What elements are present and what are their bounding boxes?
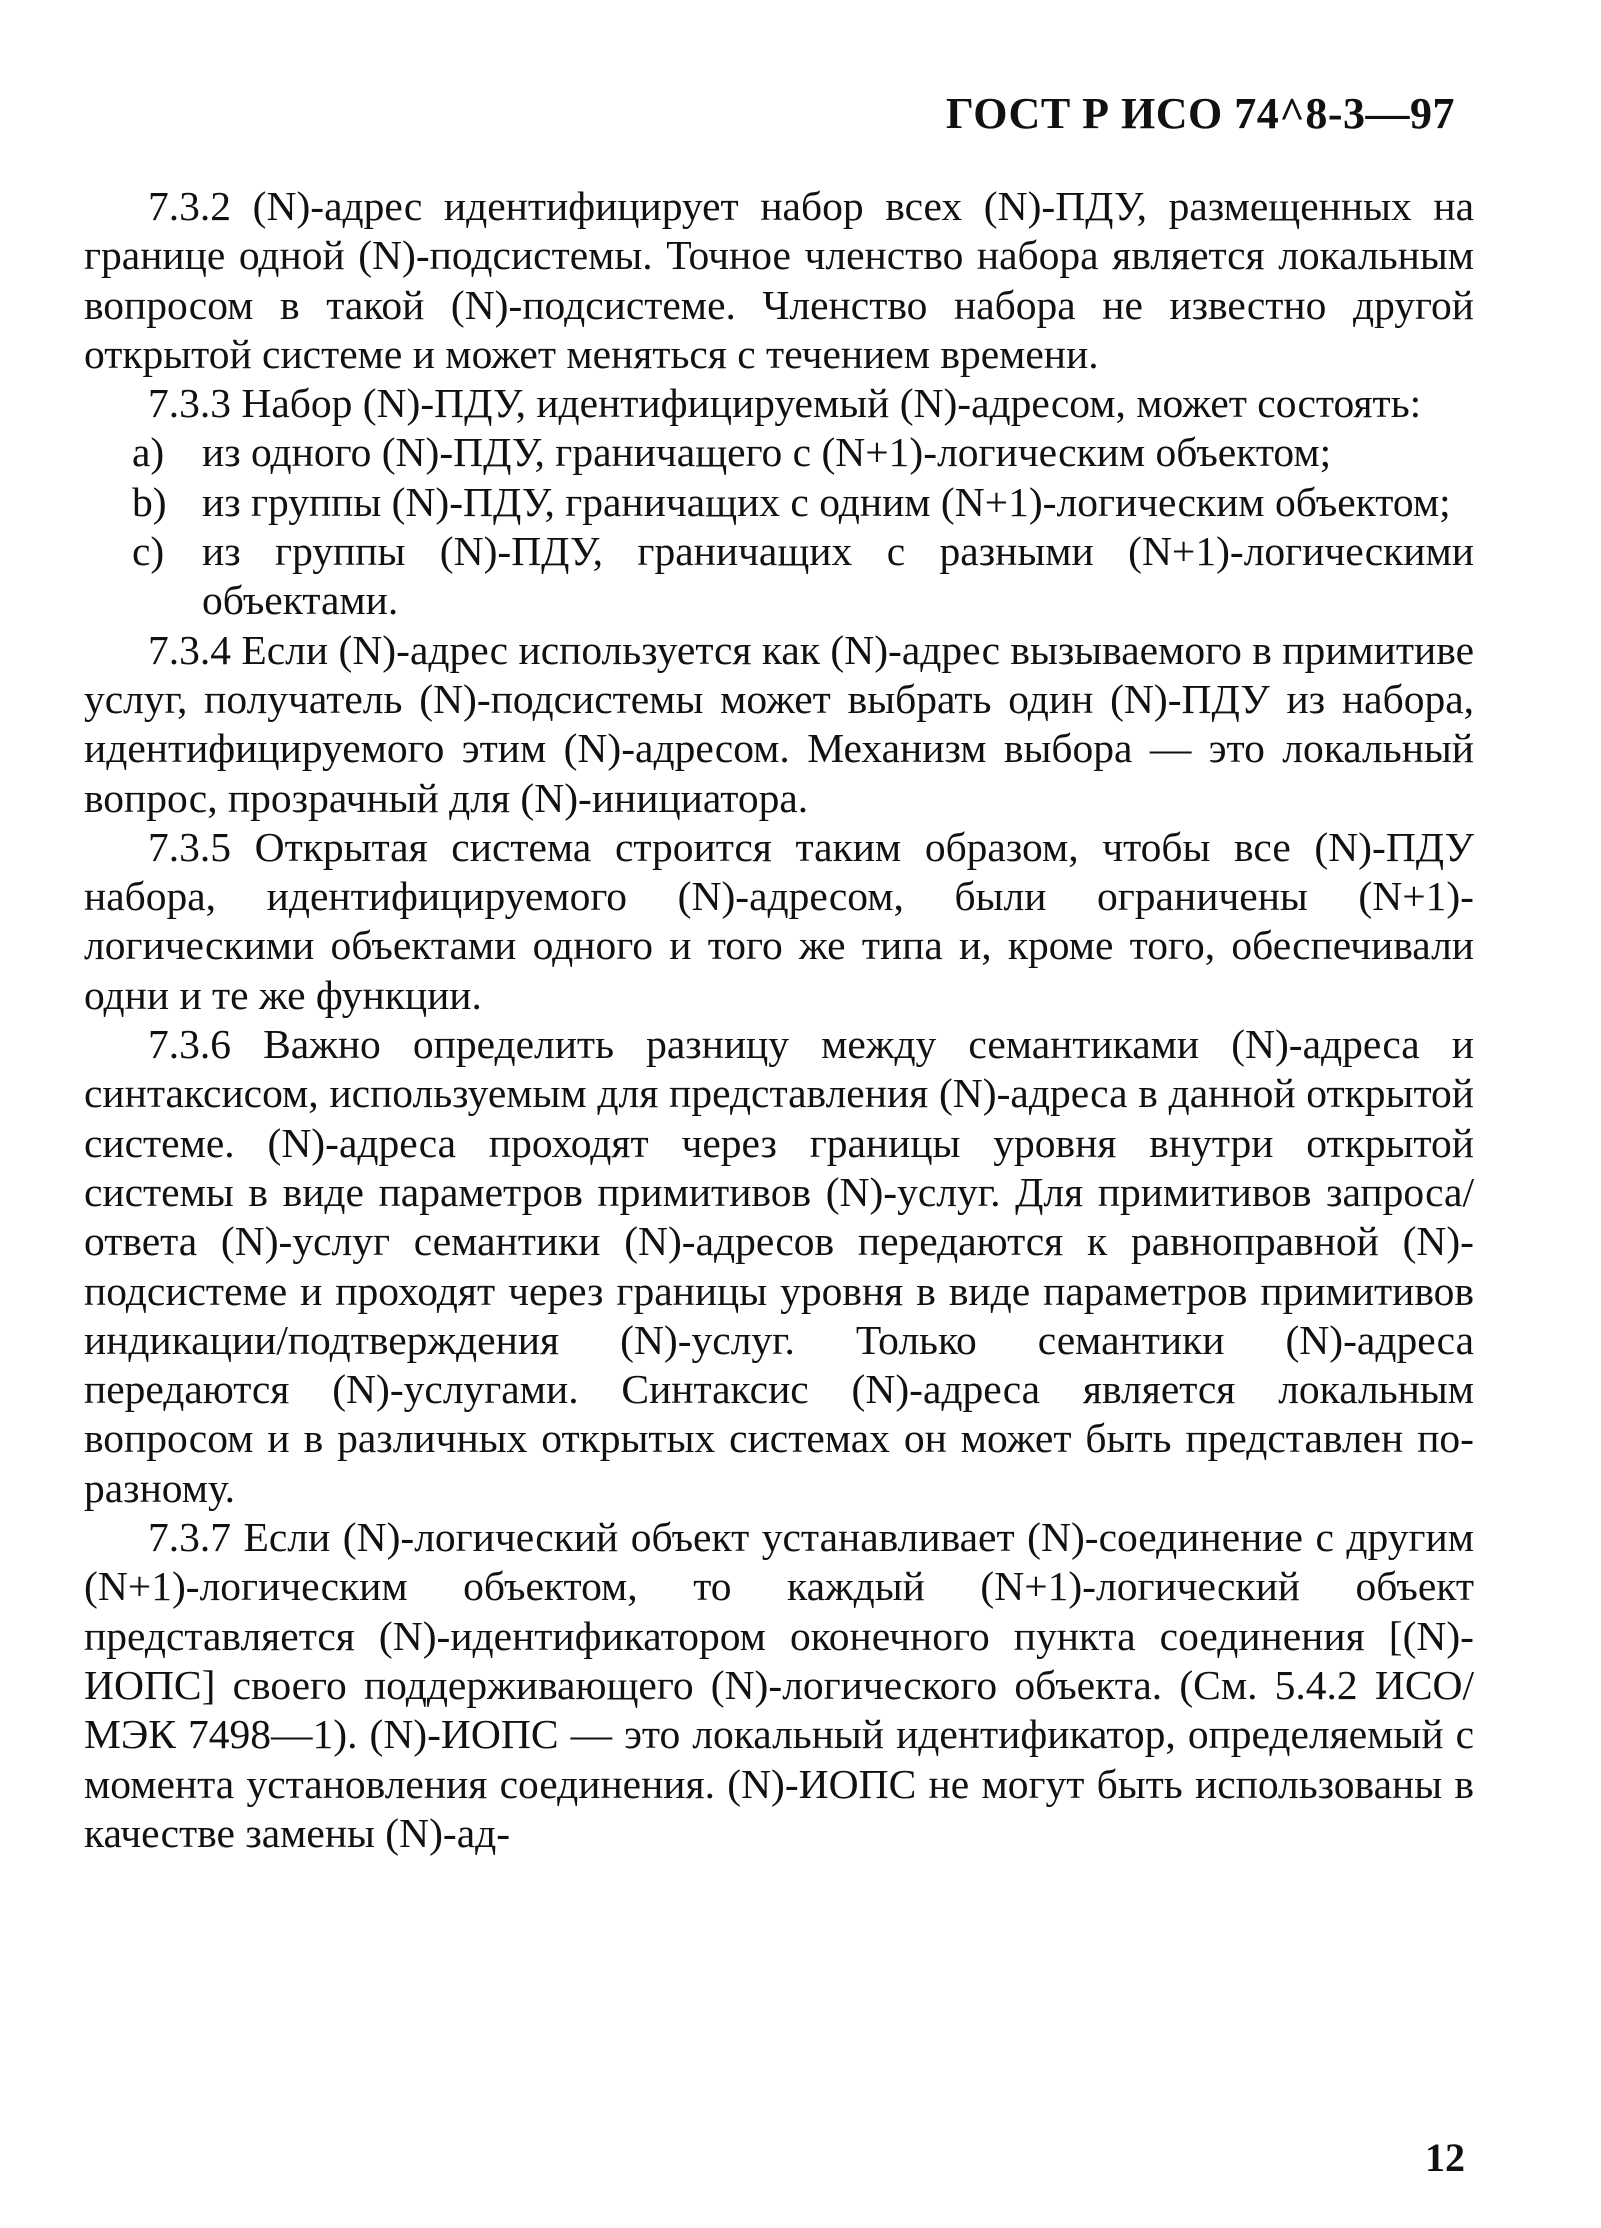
paragraph-7-3-5: 7.3.5 Открытая система строится таким образом, чтобы все (N)-ПДУ набора, идентифицируемого (N)-адресом, были ограничены (N+1)-логическими объектами одного и того же типа и, кроме того, обеспечивали одни и те же функции.: [84, 823, 1474, 1018]
paragraph-7-3-6: 7.3.6 Важно определить разницу между семантиками (N)-адреса и синтаксисом, используемым для представления (N)-адреса в данной открытой системе. (N)-адреса проходят через границы уровня внутри открытой системы в виде параметров примитивов (N)-услуг. Для примитивов запроса/ответа (N)-услуг семантики (N)-адресов передаются к равноправной (N)-подсистеме и проходят через границы уровня в виде параметров примитивов индикации/подтверждения (N)-услуг. Только семантики (N)-адреса передаются (N)-услугами. Синтаксис (N)-адреса является локальным вопросом и в различных открытых системах он может быть представлен по-разному.: [84, 1021, 1474, 1511]
list-item-text: из группы (N)-ПДУ, граничащих с разными (N+1)-логическими объектами.: [202, 528, 1474, 624]
list-item-c: [84, 527, 1474, 626]
list-item-text: из одного (N)-ПДУ, граничащего с (N+1)-логическим объектом;: [202, 429, 1332, 476]
list-marker: b): [132, 478, 167, 525]
paragraph-7-3-4: 7.3.4 Если (N)-адрес используется как (N)-адрес вызываемого в примитиве услуг, получатель (N)-подсистемы может выбрать один (N)-ПДУ из набора, идентифицируемого этим (N)-адресом. Механизм выбора — это локальный вопрос, прозрачный для (N)-инициатора.: [84, 626, 1474, 821]
paragraph-7-3-3: 7.3.3 Набор (N)-ПДУ, идентифицируемый (N)-адресом, может состоять:: [148, 380, 1422, 427]
list-item-a: [84, 428, 1474, 477]
paragraph-7-3-7: 7.3.7 Если (N)-логический объект устанавливает (N)-соединение с другим (N+1)-логическим объектом, то каждый (N+1)-логический объект представляется (N)-идентификатором оконечного пункта соединения [(N)-ИОПС] своего поддерживающего (N)-логического объекта. (См. 5.4.2 ИСО/МЭК 7498—1). (N)-ИОПС — это локальный идентификатор, определяемый с момента установления соединения. (N)-ИОПС не могут быть использованы в качестве замены (N)-ад-: [84, 1514, 1474, 1856]
list-marker: c): [132, 528, 165, 575]
list-item-text: из группы (N)-ПДУ, граничащих с одним (N+1)-логическим объектом;: [202, 478, 1451, 525]
document-header: ГОСТ Р ИСО 74^8-3—97: [945, 89, 1455, 138]
paragraph-7-3-2: 7.3.2 (N)-адрес идентифицирует набор всех (N)-ПДУ, размещенных на границе одной (N)-подсистемы. Точное членство набора является локальным вопросом в такой (N)-подсистеме. Членство набора не известно другой открытой системе и может меняться с течением времени.: [84, 183, 1474, 377]
list-item-b: [84, 478, 1474, 527]
page-number: 12: [1425, 2135, 1465, 2180]
document-body: [84, 182, 1474, 1858]
list-marker: a): [132, 429, 165, 476]
